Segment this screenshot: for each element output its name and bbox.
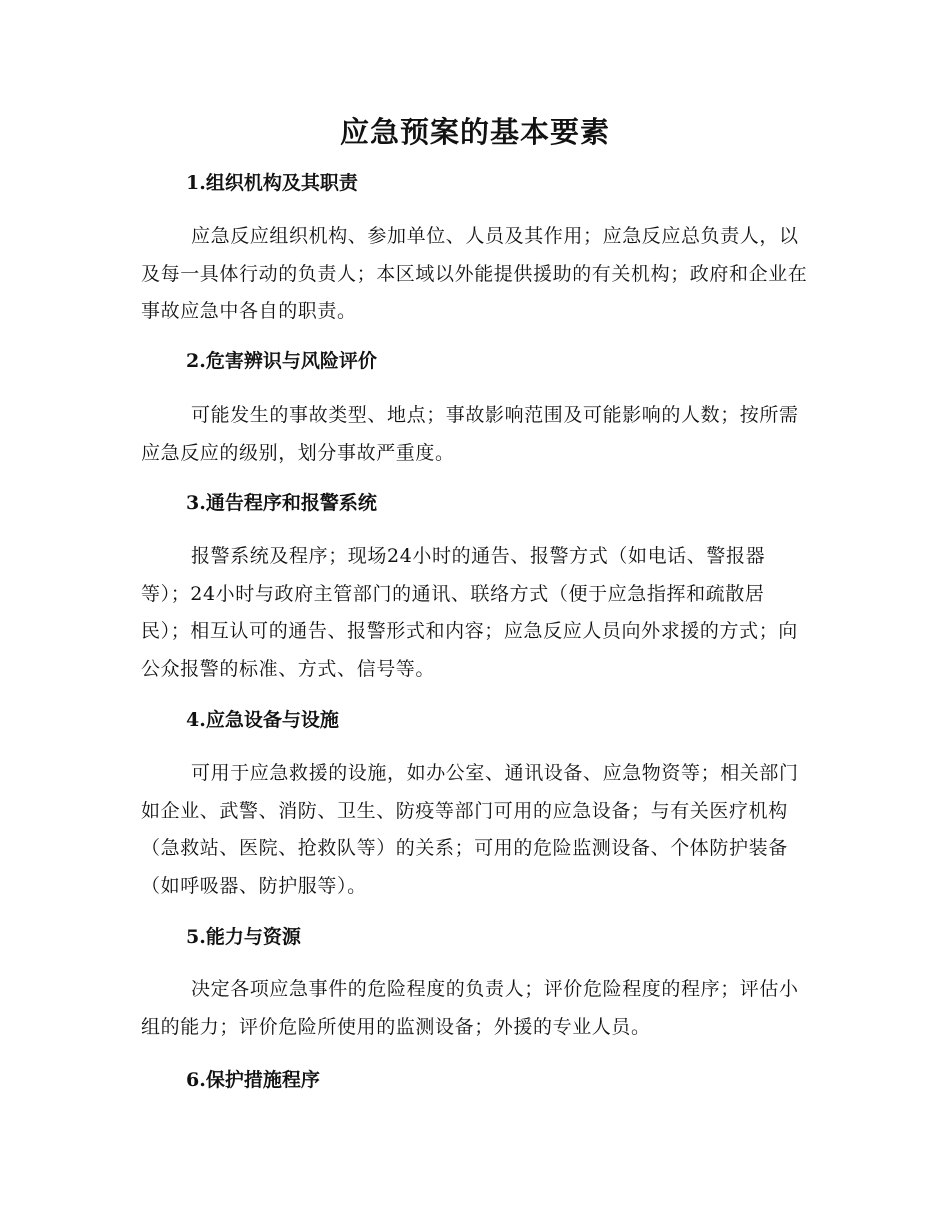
section-paragraph-2: 可能发生的事故类型、地点；事故影响范围及可能影响的人数；按所需应急反应的级别，划分事故严重度。 xyxy=(141,404,799,464)
section-heading-1: 1.组织机构及其职责 xyxy=(186,172,358,194)
section-heading-5: 5.能力与资源 xyxy=(186,926,301,948)
section-heading-6: 6.保护措施程序 xyxy=(186,1069,320,1091)
section-paragraph-5: 决定各项应急事件的危险程度的负责人；评价危险程度的程序；评估小组的能力；评价危险所使用的监测设备；外援的专业人员。 xyxy=(141,978,799,1038)
section-heading-2: 2.危害辨识与风险评价 xyxy=(186,350,377,372)
section-paragraph-1: 应急反应组织机构、参加单位、人员及其作用；应急反应总负责人，以及每一具体行动的负责人；本区域以外能提供援助的有关机构；政府和企业在事故应急中各自的职责。 xyxy=(141,225,808,322)
section-heading-4: 4.应急设备与设施 xyxy=(186,709,339,731)
section-paragraph-3: 报警系统及程序；现场24小时的通告、报警方式（如电话、警报器等）；24小时与政府主管部门的通讯、联络方式（便于应急指挥和疏散居民）；相互认可的通告、报警形式和内容；应急反应人员向外求援的方式；向公众报警的标准、方式、信号等。 xyxy=(141,545,798,680)
section-paragraph-4: 可用于应急救援的设施，如办公室、通讯设备、应急物资等；相关部门如企业、武警、消防、卫生、防疫等部门可用的应急设备；与有关医疗机构（急救站、医院、抢救队等）的关系；可用的危险监测设备、个体防护装备（如呼吸器、防护服等）。 xyxy=(141,762,799,897)
section-heading-3: 3.通告程序和报警系统 xyxy=(186,492,377,514)
document-title: 应急预案的基本要素 xyxy=(339,115,610,149)
